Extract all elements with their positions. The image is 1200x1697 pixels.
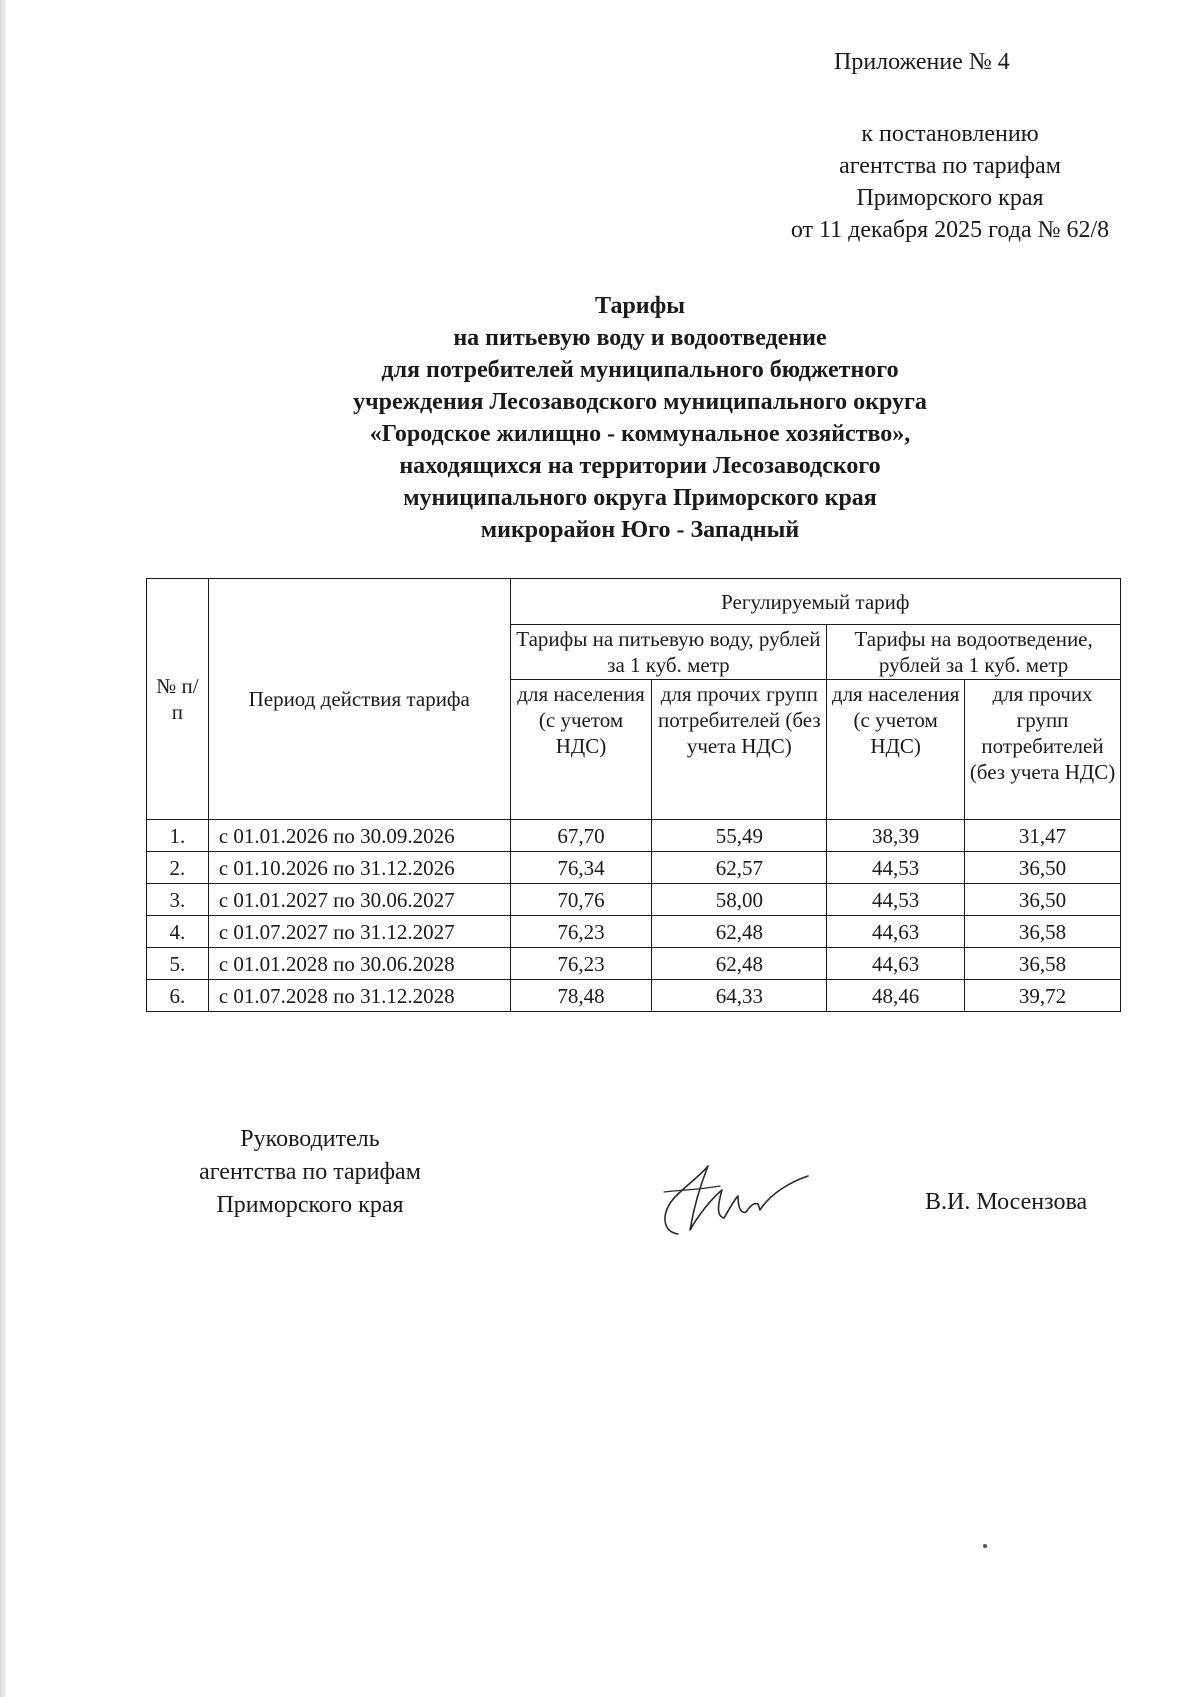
row-number: 6. xyxy=(147,980,209,1012)
water-others-value: 62,48 xyxy=(652,916,827,948)
header-water-others: для прочих групп потребителей (без учета НДС) xyxy=(652,680,827,820)
table-row xyxy=(147,820,1121,852)
sewage-others-value: 36,50 xyxy=(965,852,1121,884)
water-others-value: 58,00 xyxy=(652,884,827,916)
sewage-population-value: 38,39 xyxy=(827,820,965,852)
water-others-value: 55,49 xyxy=(652,820,827,852)
title-line: на питьевую воду и водоотведение xyxy=(453,325,827,351)
title-line: для потребителей муниципального бюджетного xyxy=(381,357,899,383)
row-period: с 01.01.2028 по 30.06.2028 xyxy=(208,948,510,980)
table-row xyxy=(147,852,1121,884)
title-line: учреждения Лесозаводского муниципального округа xyxy=(353,389,927,415)
appendix-decree-date: от 11 декабря 2025 года № 62/8 xyxy=(790,217,1110,243)
handwritten-signature xyxy=(640,1146,810,1246)
signer-position xyxy=(150,1123,470,1222)
row-number: 2. xyxy=(147,852,209,884)
water-others-value: 64,33 xyxy=(652,980,827,1012)
row-number: 1. xyxy=(147,820,209,852)
table-row xyxy=(147,916,1121,948)
signer-position-line: агентства по тарифам xyxy=(199,1159,421,1185)
header-sewage-others: для прочих групп потребителей (без учета НДС) xyxy=(965,680,1121,820)
row-number: 5. xyxy=(147,948,209,980)
tariff-table xyxy=(146,578,1121,1012)
appendix-header xyxy=(740,46,1160,246)
title-line: находящихся на территории Лесозаводского xyxy=(399,453,881,479)
row-period: с 01.07.2028 по 31.12.2028 xyxy=(208,980,510,1012)
table-row xyxy=(147,948,1121,980)
signer-position-line: Руководитель xyxy=(240,1126,380,1152)
water-population-value: 76,23 xyxy=(510,948,652,980)
header-sewage-tariffs: Тарифы на водоотведение, рублей за 1 куб. метр xyxy=(827,625,1121,680)
signer-position-line: Приморского края xyxy=(216,1192,404,1218)
water-others-value: 62,48 xyxy=(652,948,827,980)
sewage-population-value: 44,63 xyxy=(827,916,965,948)
header-regulated-tariff: Регулируемый тариф xyxy=(510,579,1120,625)
header-water-population: для населения (с учетом НДС) xyxy=(510,680,652,820)
row-number: 4. xyxy=(147,916,209,948)
water-population-value: 70,76 xyxy=(510,884,652,916)
title-line: муниципального округа Приморского края xyxy=(403,485,877,511)
page-edge-shadow xyxy=(0,0,6,1697)
table-row xyxy=(147,980,1121,1012)
title-line: микрорайон Юго - Западный xyxy=(480,517,800,543)
sewage-population-value: 44,53 xyxy=(827,852,965,884)
document-title xyxy=(250,290,1030,546)
appendix-line: Приморского края xyxy=(856,185,1044,211)
header-period: Период действия тарифа xyxy=(208,579,510,820)
row-period: с 01.07.2027 по 31.12.2027 xyxy=(208,916,510,948)
appendix-number: Приложение № 4 xyxy=(834,49,1010,75)
signer-name: В.И. Мосензова xyxy=(925,1189,1088,1215)
sewage-others-value: 39,72 xyxy=(965,980,1121,1012)
sewage-others-value: 36,58 xyxy=(965,948,1121,980)
appendix-line: к постановлению xyxy=(861,121,1039,147)
sewage-others-value: 36,50 xyxy=(965,884,1121,916)
row-number: 3. xyxy=(147,884,209,916)
water-population-value: 78,48 xyxy=(510,980,652,1012)
water-others-value: 62,57 xyxy=(652,852,827,884)
scan-speck xyxy=(983,1544,987,1548)
appendix-line: агентства по тарифам xyxy=(839,153,1061,179)
row-period: с 01.01.2026 по 30.09.2026 xyxy=(208,820,510,852)
title-line: Тарифы xyxy=(595,293,685,319)
table-row xyxy=(147,884,1121,916)
sewage-population-value: 44,63 xyxy=(827,948,965,980)
row-period: с 01.10.2026 по 31.12.2026 xyxy=(208,852,510,884)
water-population-value: 76,23 xyxy=(510,916,652,948)
water-population-value: 76,34 xyxy=(510,852,652,884)
sewage-others-value: 31,47 xyxy=(965,820,1121,852)
header-number: № п/п xyxy=(147,579,209,820)
sewage-population-value: 44,53 xyxy=(827,884,965,916)
title-line: «Городское жилищно - коммунальное хозяйство», xyxy=(369,421,911,447)
sewage-others-value: 36,58 xyxy=(965,916,1121,948)
header-water-tariffs: Тарифы на питьевую воду, рублей за 1 куб. метр xyxy=(510,625,827,680)
header-sewage-population: для населения (с учетом НДС) xyxy=(827,680,965,820)
water-population-value: 67,70 xyxy=(510,820,652,852)
sewage-population-value: 48,46 xyxy=(827,980,965,1012)
row-period: с 01.01.2027 по 30.06.2027 xyxy=(208,884,510,916)
